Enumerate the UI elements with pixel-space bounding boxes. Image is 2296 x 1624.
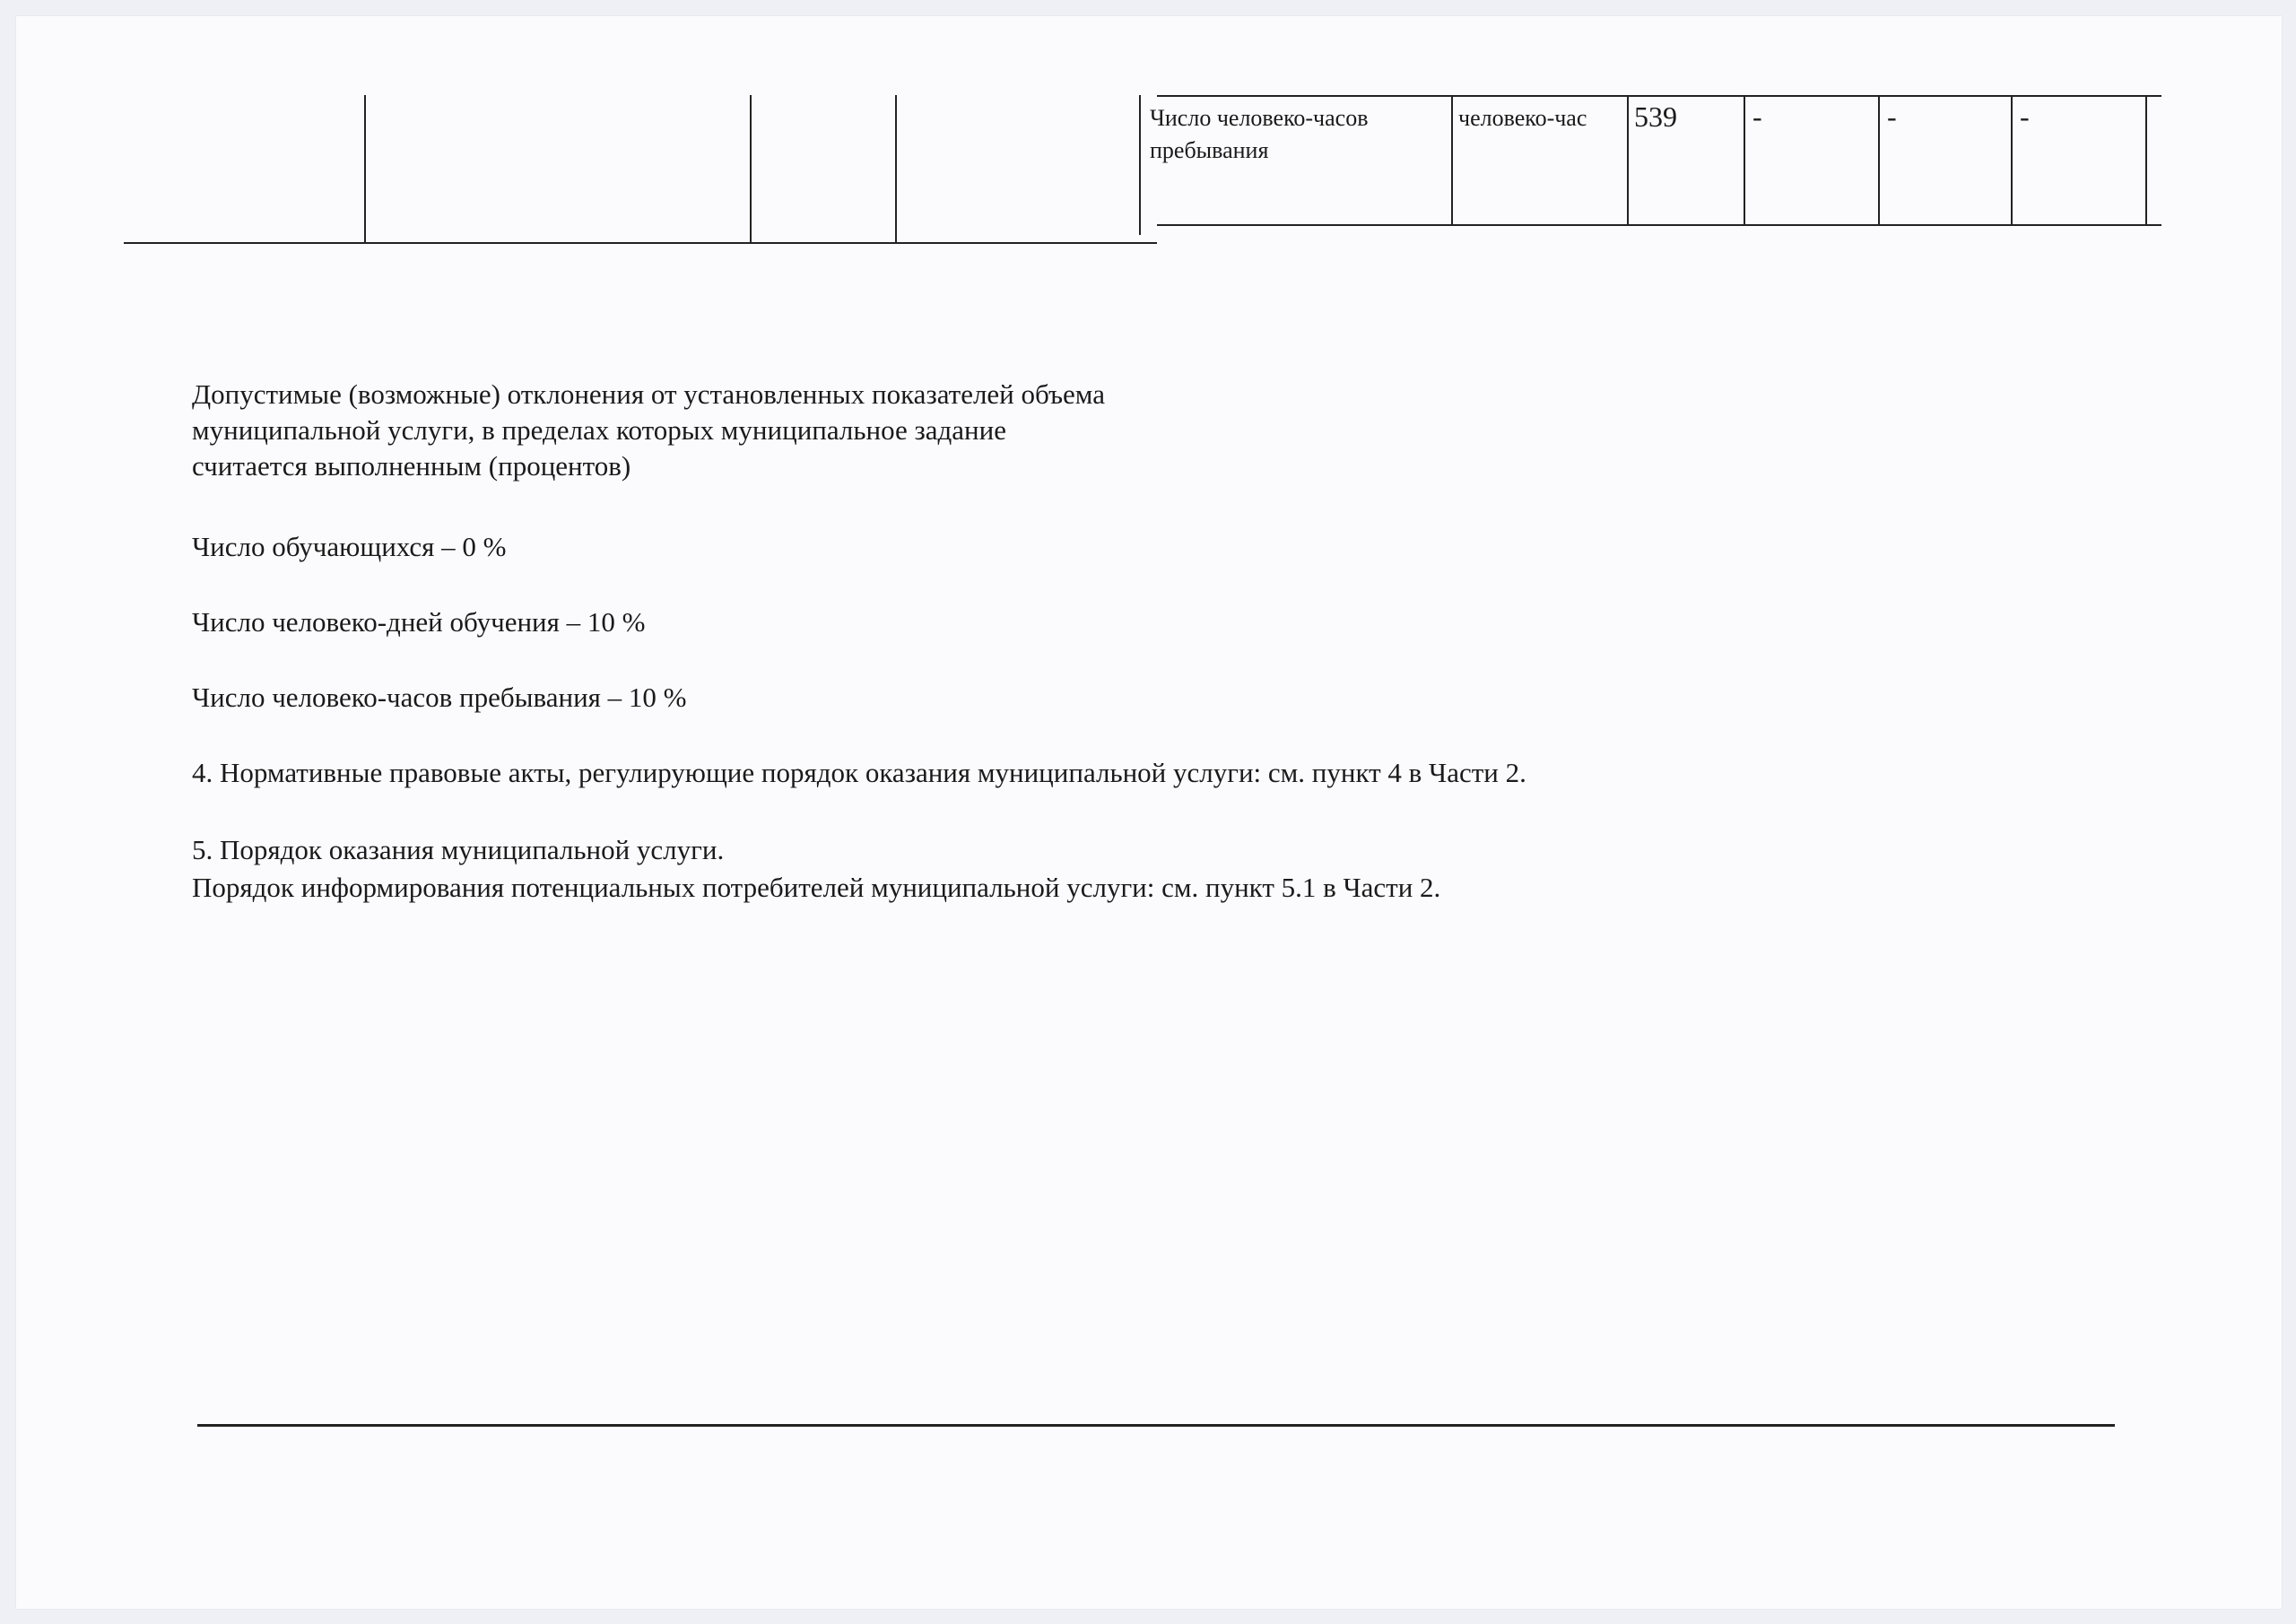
table-cell-dash: - bbox=[2020, 100, 2030, 133]
table-cell-dash: - bbox=[1887, 100, 1897, 133]
section-5-title: 5. Порядок оказания муниципальной услуги. bbox=[192, 834, 725, 865]
table-column-divider bbox=[895, 95, 897, 242]
deviations-heading-line: муниципальной услуги, в пределах которых муниципальное задание bbox=[192, 414, 1006, 446]
table-column-divider bbox=[2145, 95, 2147, 226]
deviation-item: Число обучающихся – 0 % bbox=[192, 531, 507, 562]
document-page bbox=[16, 16, 2282, 1609]
table-cell-dash: - bbox=[1752, 100, 1762, 133]
table-cell-indicator: Число человеко-часов пребывания bbox=[1150, 105, 1369, 163]
table-column-divider bbox=[1878, 95, 1880, 226]
footer-line bbox=[197, 1424, 2115, 1427]
table-cell-value: 539 bbox=[1634, 100, 1677, 133]
table-column-divider bbox=[750, 95, 752, 242]
deviations-heading-line: считается выполненным (процентов) bbox=[192, 450, 631, 482]
deviations-heading-line: Допустимые (возможные) отклонения от установленных показателей объема bbox=[192, 378, 1105, 410]
table-column-divider bbox=[2011, 95, 2013, 226]
table-column-divider bbox=[364, 95, 366, 244]
table-bottom-border-left bbox=[124, 242, 1157, 244]
table-column-divider bbox=[1627, 95, 1629, 226]
table-column-divider bbox=[1139, 95, 1141, 235]
deviation-item: Число человеко-дней обучения – 10 % bbox=[192, 606, 646, 638]
table-column-divider bbox=[1744, 95, 1745, 226]
table-cell-unit: человеко-час bbox=[1458, 105, 1587, 131]
section-5-text: Порядок информирования потенциальных потребителей муниципальной услуги: см. пункт 5.1 в Части 2. bbox=[192, 872, 1441, 903]
section-4-text: 4. Нормативные правовые акты, регулирующие порядок оказания муниципальной услуги: см. пункт 4 в Части 2. bbox=[192, 757, 1526, 788]
deviation-item: Число человеко-часов пребывания – 10 % bbox=[192, 682, 687, 713]
table-column-divider bbox=[1451, 95, 1453, 226]
